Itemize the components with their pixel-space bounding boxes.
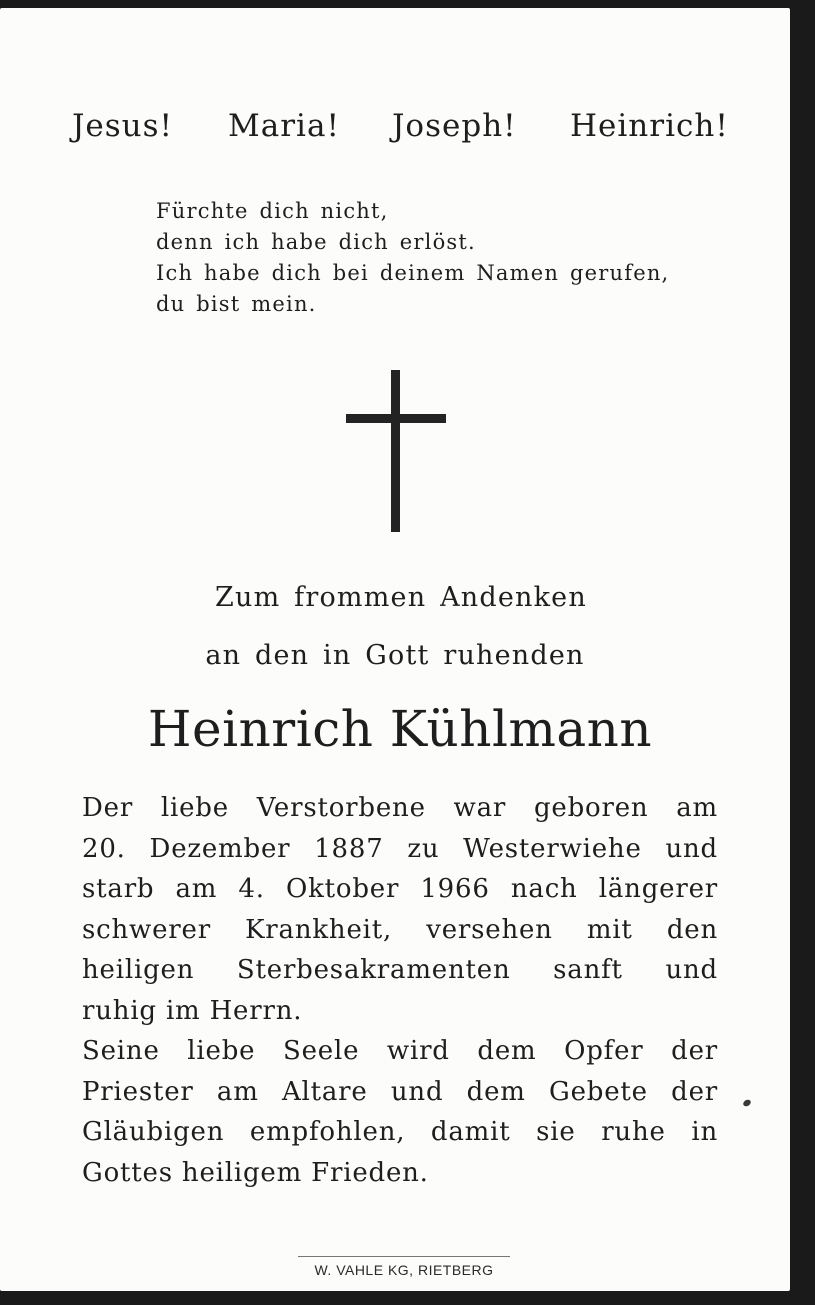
cross-icon: [346, 370, 446, 532]
obituary-line: Gottes heiligem Frieden.: [82, 1157, 429, 1188]
invocation-maria: Maria!: [228, 108, 340, 144]
printer-divider: [298, 1256, 510, 1257]
invocation-jesus: Jesus!: [72, 108, 174, 144]
invocation-joseph: Joseph!: [392, 108, 517, 144]
deceased-name: Heinrich Kühlmann: [147, 700, 653, 758]
ink-smudge: [742, 1098, 752, 1107]
obituary-line: Gläubigen empfohlen, damit sie ruhe in: [82, 1117, 718, 1147]
verse-line: Fürchte dich nicht,: [156, 199, 389, 223]
verse-line: Ich habe dich bei deinem Namen gerufen,: [156, 261, 670, 285]
verse-line: denn ich habe dich erlöst.: [156, 230, 476, 254]
obituary-line: Seine liebe Seele wird dem Opfer der: [82, 1036, 718, 1066]
obituary-line: ruhig im Herrn.: [82, 995, 303, 1026]
obituary-line: starb am 4. Oktober 1966 nach längerer: [82, 874, 718, 904]
obituary-line: Priester am Altare und dem Gebete der: [82, 1076, 718, 1107]
memorial-card: [0, 8, 790, 1291]
memorial-line-2: an den in Gott ruhenden: [205, 640, 585, 671]
obituary-line: Der liebe Verstorbene war geboren am: [82, 793, 718, 823]
invocation-heinrich: Heinrich!: [570, 108, 729, 144]
memorial-line-1: Zum frommen Andenken: [215, 582, 587, 613]
obituary-line: heiligen Sterbesakramenten sanft und: [82, 955, 718, 985]
obituary-line: 20. Dezember 1887 zu Westerwiehe und: [82, 833, 718, 864]
verse-line: du bist mein.: [156, 292, 317, 316]
obituary-text: [82, 788, 718, 1193]
printer-imprint: W. VAHLE KG, RIETBERG: [314, 1262, 494, 1278]
bible-verse: [156, 196, 669, 320]
obituary-line: schwerer Krankheit, versehen mit den: [82, 914, 718, 945]
